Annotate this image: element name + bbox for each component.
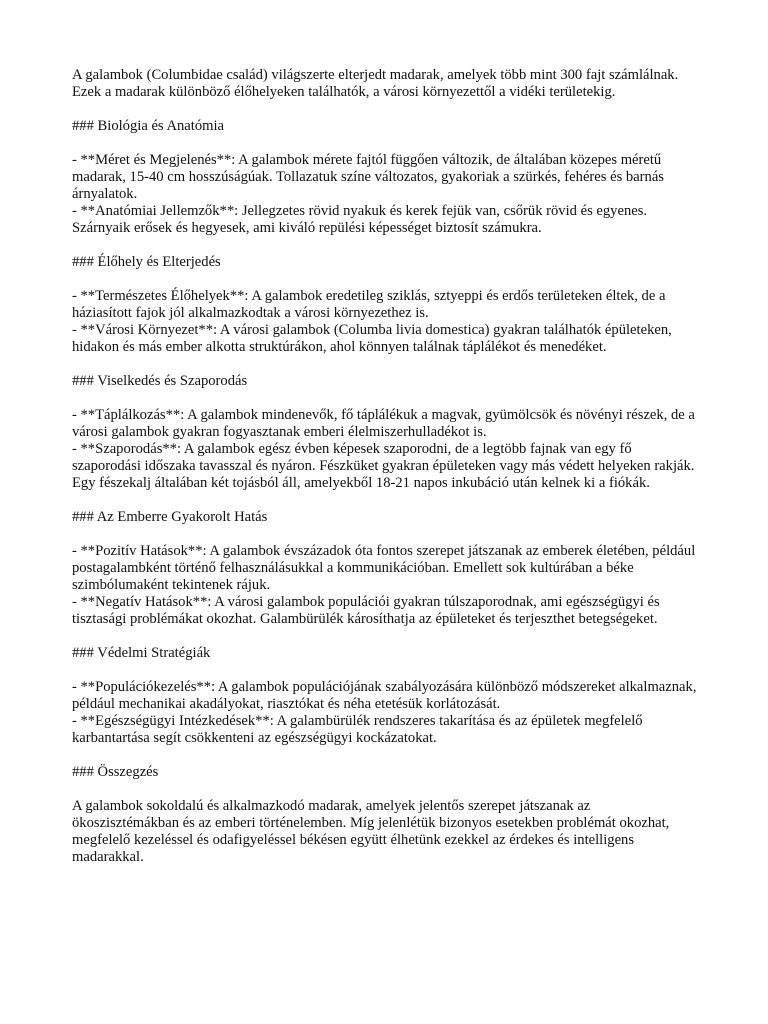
section-list bbox=[72, 679, 700, 747]
conclusion-paragraph: A galambok sokoldalú és alkalmazkodó madarak, amelyek jelentős szerepet játszanak az ökoszisztémákban és az emberi történelemben. Míg jelenlétük bizonyos esetekben problémát okozhat, megfelelő kezeléssel és odafigyeléssel békésen együtt élhetünk ezekkel az érdekes és intelligens madarakkal. bbox=[72, 798, 673, 865]
section-list bbox=[72, 152, 700, 237]
section-osszegzes bbox=[72, 764, 700, 866]
list-item: - **Pozitív Hatások**: A galambok évszázadok óta fontos szerepet játszanak az emberek életében, például postagalambként történő felhasználásukkal a kommunikációban. Emellett sok kultúrában a béke szimbólumaként tekintenek rájuk. bbox=[72, 543, 696, 593]
list-item: - **Természetes Élőhelyek**: A galambok eredetileg sziklás, sztyeppi és erdős területeken éltek, de a háziasított fajok jól alkalmazkodtak a városi környezethez is. bbox=[72, 288, 666, 321]
list-item: - **Táplálkozás**: A galambok mindenevők, fő táplálékuk a magvak, gyümölcsök és növényi részek, de a városi galambok gyakran fogyasztanak emberi élelmiszerhulladékot is. bbox=[72, 407, 695, 440]
list-item: - **Anatómiai Jellemzők**: Jellegzetes rövid nyakuk és kerek fejük van, csőrük rövid és egyenes. Szárnyaik erősek és hegyesek, ami kiváló repülési képességet biztosít számukra. bbox=[72, 203, 648, 236]
section-viselkedes bbox=[72, 373, 700, 492]
list-item: - **Szaporodás**: A galambok egész évben képesek szaporodni, de a legtöbb fajnak van egy fő szaporodási időszaka tavasszal és nyáron. Fészküket gyakran épületeken vagy más védett helyeken rakják. Egy fészekalj általában két tojásból áll, amelyekből 18-21 napos inkubáció után kelnek ki a fiókák. bbox=[72, 441, 695, 491]
section-biologia bbox=[72, 118, 700, 237]
intro-paragraph: A galambok (Columbidae család) világszerte elterjedt madarak, amelyek több mint 300 fajt számlálnak. Ezek a madarak különböző élőhelyeken találhatók, a városi környezettől a vidéki területekig. bbox=[72, 67, 682, 100]
section-elohely bbox=[72, 254, 700, 356]
list-item: - **Városi Környezet**: A városi galambok (Columba livia domestica) gyakran találhatók épületeken, hidakon és más ember alkotta struktúrákon, ahol könnyen találnak táplálékot és menedéket. bbox=[72, 322, 672, 355]
section-list bbox=[72, 543, 700, 628]
section-hatas bbox=[72, 509, 700, 628]
list-item: - **Egészségügyi Intézkedések**: A galambürülék rendszeres takarítása és az épületek megfelelő karbantartása segít csökkenteni az egészségügyi kockázatokat. bbox=[72, 713, 643, 746]
section-list bbox=[72, 407, 700, 492]
section-list bbox=[72, 288, 700, 356]
section-heading: ### Védelmi Stratégiák bbox=[72, 645, 211, 661]
section-vedelmi bbox=[72, 645, 700, 747]
section-heading: ### Az Emberre Gyakorolt Hatás bbox=[72, 509, 268, 525]
section-heading: ### Összegzés bbox=[72, 764, 159, 780]
list-item: - **Negatív Hatások**: A városi galambok populációi gyakran túlszaporodnak, ami egészségügyi és tisztasági problémákat okozhat. Galambürülék károsíthatja az épületeket és terjeszthet betegségeket. bbox=[72, 594, 660, 627]
list-item: - **Méret és Megjelenés**: A galambok mérete fajtól függően változik, de általában közepes méretű madarak, 15-40 cm hosszúságúak. Tollazatuk színe változatos, gyakoriak a szürkés, fehéres és barnás árnyalatok. bbox=[72, 152, 664, 202]
document-page bbox=[72, 67, 700, 883]
section-heading: ### Élőhely és Elterjedés bbox=[72, 254, 221, 270]
section-heading: ### Viselkedés és Szaporodás bbox=[72, 373, 248, 389]
section-heading: ### Biológia és Anatómia bbox=[72, 118, 225, 134]
list-item: - **Populációkezelés**: A galambok populációjának szabályozására különböző módszereket alkalmaznak, például mechanikai akadályokat, riasztókat és néha etetésük korlátozását. bbox=[72, 679, 697, 712]
